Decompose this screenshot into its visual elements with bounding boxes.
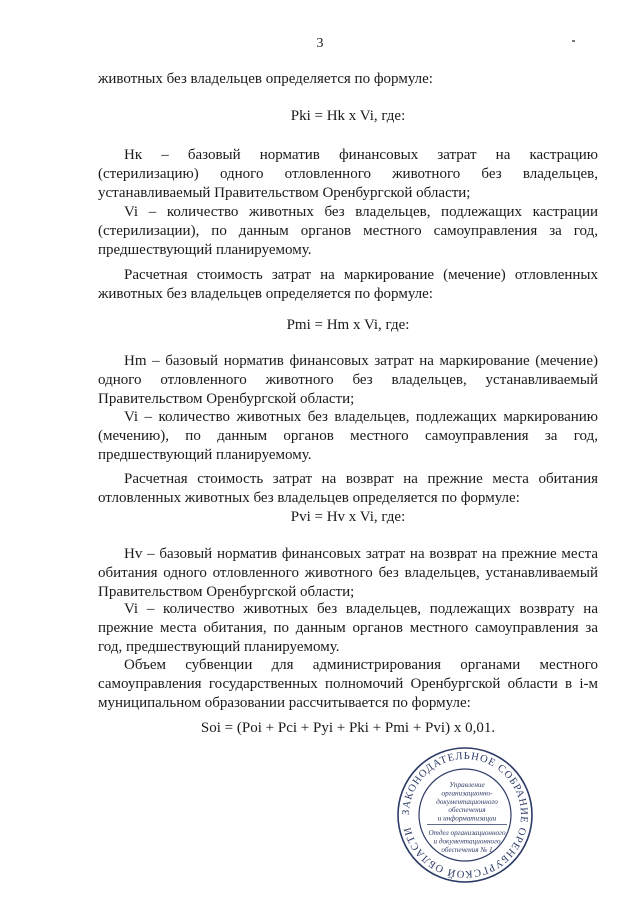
paragraph-return-intro [98,470,598,508]
line: (стерилизацию) одного отловленного животного без владельцев, [98,166,598,182]
formula-pmi: Pmi = Hm x Vi, где: [286,317,410,333]
scan-speck [572,40,575,42]
stamp-inner-line: организационно- [441,789,493,798]
page-number: 3 [316,36,324,51]
stamp-inner-line: и информатизации [437,814,497,823]
paragraph-marking-intro [98,266,598,304]
line: обитания одного отловленного животного без владельцев, устанавливаемый [98,565,598,581]
line: животных без владельцев определяется по формуле: [98,286,433,302]
line: отловленных животных без владельцев определяется по формуле: [98,490,520,506]
stamp-inner-line: обеспечения [448,806,486,815]
line: Расчетная стоимость затрат на возврат на прежние места обитания [124,471,598,487]
paragraph-1 [98,70,598,89]
line: самоуправления государственных полномочий Оренбургской области в i-м [98,676,598,692]
line: устанавливаемый Правительством Оренбургской области; [98,185,471,201]
official-stamp [395,745,535,885]
line: Vi – количество животных без владельцев, подлежащих кастрации [124,204,598,220]
line: предшествующий планируемому. [98,447,312,463]
line: муниципальном образовании рассчитывается по формуле: [98,695,471,711]
stamp-seal [395,745,535,885]
stamp-inner-line: обеспечения № 1 [441,845,493,854]
stamp-inner-line: документационного [436,797,498,806]
line: Vi – количество животных без владельцев, подлежащих маркированию [124,409,598,425]
line: Правительством Оренбургской области; [98,584,355,600]
stamp-inner-line: Управление [449,781,485,789]
paragraph-hm-definition [98,352,598,409]
line: Hv – базовый норматив финансовых затрат на возврат на прежние места [124,546,598,562]
stamp-inner-line: Отдел организационного [428,829,506,837]
formula-pki: Pki = Hk x Vi, где: [290,108,406,124]
line: прежние места обитания, по данным органов местного самоуправления за [98,620,598,636]
line: животных без владельцев определяется по формуле: [98,71,433,87]
line: Расчетная стоимость затрат на маркирование (мечение) отловленных [124,267,598,283]
paragraph-hv-definition [98,545,598,602]
stamp-inner-line: и документационного [433,837,501,846]
paragraph-vi-marking [98,408,598,465]
paragraph-hk-definition [98,146,598,203]
line: Vi – количество животных без владельцев, подлежащих возврату на [124,601,598,617]
line: (стерилизации), по данным органов местного самоуправления за год, [98,223,598,239]
line: Правительством Оренбургской области; [98,391,355,407]
formula-pvi: Pvi = Hv x Vi, где: [290,509,406,525]
line: (мечению), по данным органов местного самоуправления за год, [98,428,598,444]
stamp-inner-text [427,781,507,854]
paragraph-subvention [98,656,598,713]
stamp-outer-text: ЗАКОНОДАТЕЛЬНОЕ СОБРАНИЕ ОРЕНБУРГСКОЙ ОБЛАСТИ [400,750,530,880]
line: Объем субвенции для администрирования органами местного [124,657,598,673]
line: одного отловленного животного без владельцев, устанавливаемый [98,372,598,388]
line: Hm – базовый норматив финансовых затрат на маркирование (мечение) [124,353,598,369]
paragraph-vi-return [98,600,598,657]
line: Hк – базовый норматив финансовых затрат на кастрацию [124,147,598,163]
paragraph-vi-castration [98,203,598,260]
line: год, предшествующий планируемому. [98,639,340,655]
formula-soi: Soi = (Poi + Pci + Pyi + Pki + Pmi + Pvi) x 0,01. [200,720,496,736]
line: предшествующий планируемому. [98,242,312,258]
